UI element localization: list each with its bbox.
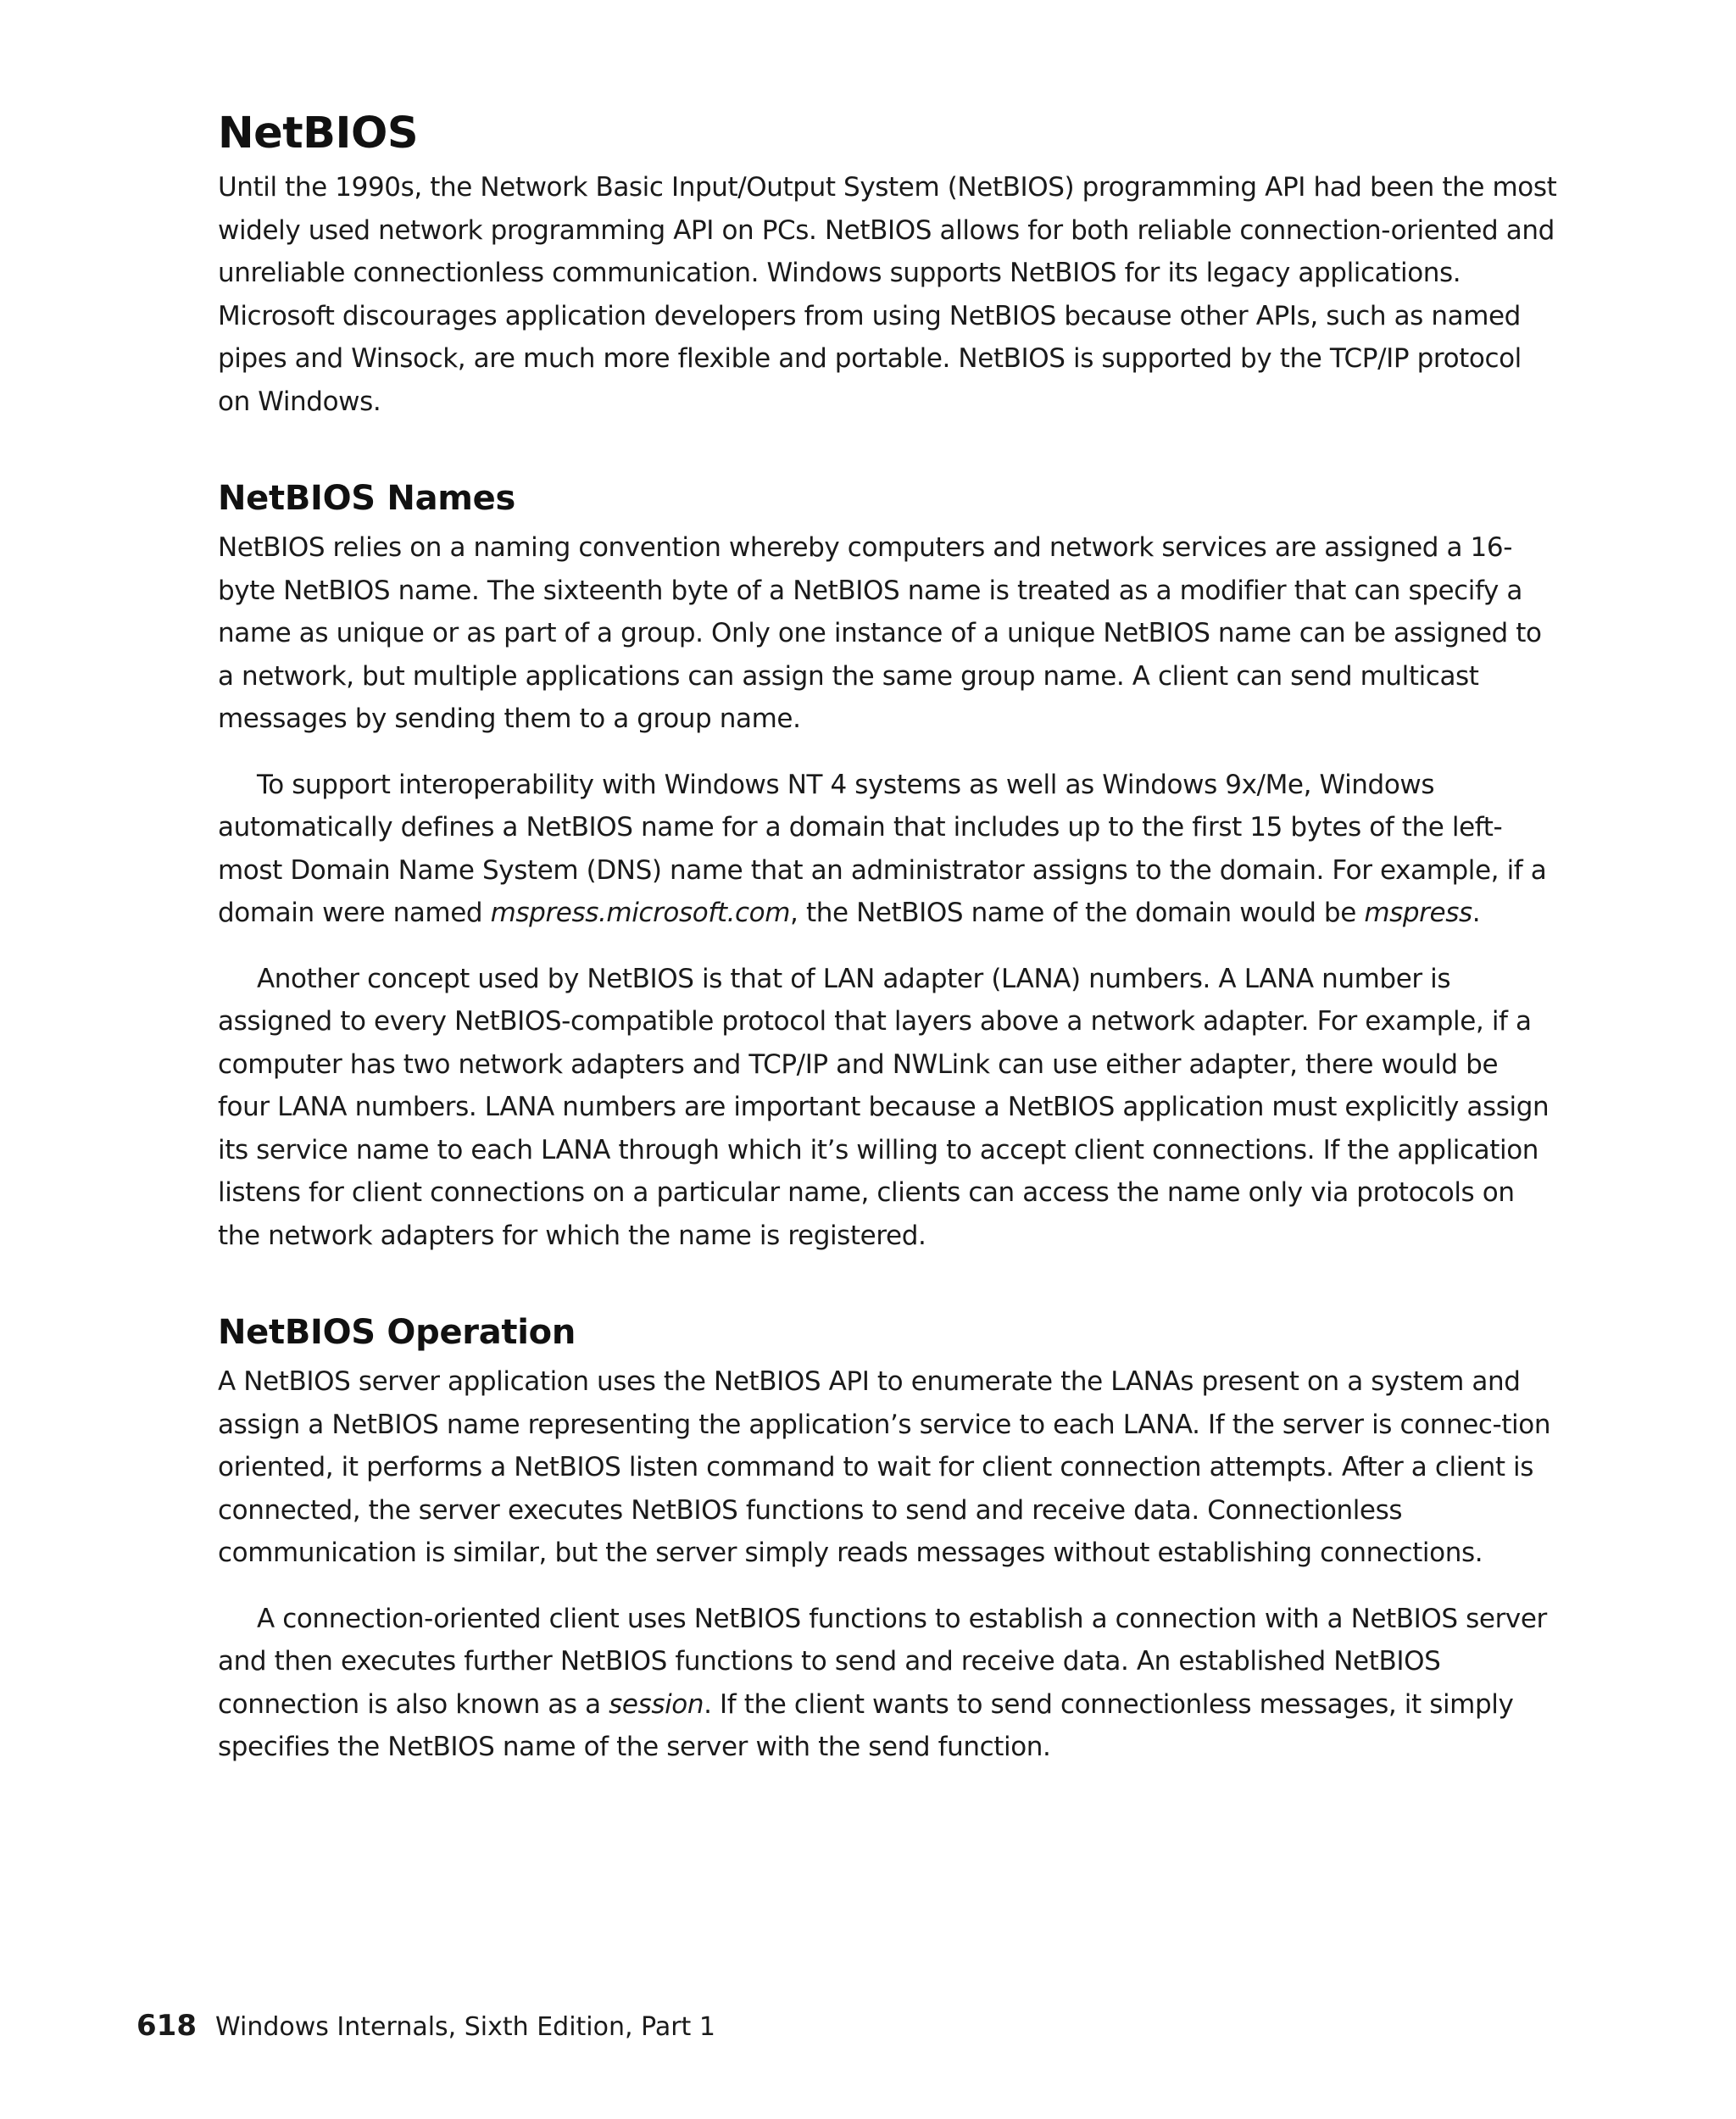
emphasis-netbios-name: mspress <box>1364 898 1472 928</box>
section-title: NetBIOS <box>218 108 419 159</box>
emphasis-session: session <box>609 1688 704 1720</box>
book-title: Windows Internals, Sixth Edition, Part 1 <box>214 2012 715 2042</box>
spacer <box>218 1257 1557 1311</box>
text-run: . If the client wants to send connectionless messages, it simply specifies the NetBIOS name of the server with the send function. <box>218 1688 1514 1762</box>
operation-paragraph-2 <box>218 1598 1557 1769</box>
page-footer <box>136 2009 715 2044</box>
page-content <box>218 108 1557 1769</box>
names-paragraph-2 <box>218 764 1557 935</box>
text-run: A connection-oriented client uses NetBIOS functions to establish a connection with a NetBIOS server and then executes further NetBIOS functions to send and receive data. An established NetBIOS connection is also known as a <box>218 1603 1547 1720</box>
text-run: , the NetBIOS name of the domain would be <box>790 898 1365 928</box>
operation-heading: NetBIOS Operation <box>218 1313 576 1352</box>
names-paragraph-3: Another concept used by NetBIOS is that of LAN adapter (LANA) numbers. A LANA number is assigned to every NetBIOS-compatible protocol that layers above a network adapter. For example, if a computer has two network adapters and TCP/IP and NWLink can use either adapter, there would be four LANA numbers. LANA numbers are important because a NetBIOS application must explicitly assign its service name to each LANA through which it’s willing to accept client connections. If the application listens for client connections on a particular name, clients can access the name only via protocols on the network adapters for which the name is registered. <box>218 963 1550 1251</box>
operation-paragraph-1: A NetBIOS server application uses the NetBIOS API to enumerate the LANAs present on a system and assign a NetBIOS name representing the application’s service to each LANA. If the server is connec-tion oriented, it performs a NetBIOS listen command to wait for client connection attempts. After a client is connected, the server executes NetBIOS functions to send and receive data. Connectionless communication is similar, but the server simply reads messages without establishing connections. <box>218 1366 1551 1568</box>
text-run: . <box>1472 898 1481 928</box>
spacer <box>218 423 1557 477</box>
emphasis-domain: mspress.microsoft.com <box>490 898 791 928</box>
names-paragraph-1: NetBIOS relies on a naming convention whereby computers and network services are assigned a 16-byte NetBIOS name. The sixteenth byte of a NetBIOS name is treated as a modifier that can specify a name as unique or as part of a group. Only one instance of a unique NetBIOS name can be assigned to a network, but multiple applications can assign the same group name. A client can send multicast messages by sending them to a group name. <box>218 532 1542 734</box>
page-number: 618 <box>136 2009 197 2043</box>
names-heading: NetBIOS Names <box>218 479 516 518</box>
intro-paragraph: Until the 1990s, the Network Basic Input/Output System (NetBIOS) programming API had been the most widely used network programming API on PCs. NetBIOS allows for both reliable connection-oriented and unreliable connectionless communication. Windows supports NetBIOS for its legacy applications. Microsoft discourages application developers from using NetBIOS because other APIs, such as named pipes and Winsock, are much more flexible and portable. NetBIOS is supported by the TCP/IP protocol on Windows. <box>218 172 1557 417</box>
text-run: To support interoperability with Windows NT 4 systems as well as Windows 9x/Me, Windows automatically defines a NetBIOS name for a domain that includes up to the first 15 bytes of the left-most Domain Name System (DNS) name that an administrator assigns to the domain. For example, if a domain were named <box>218 769 1547 928</box>
